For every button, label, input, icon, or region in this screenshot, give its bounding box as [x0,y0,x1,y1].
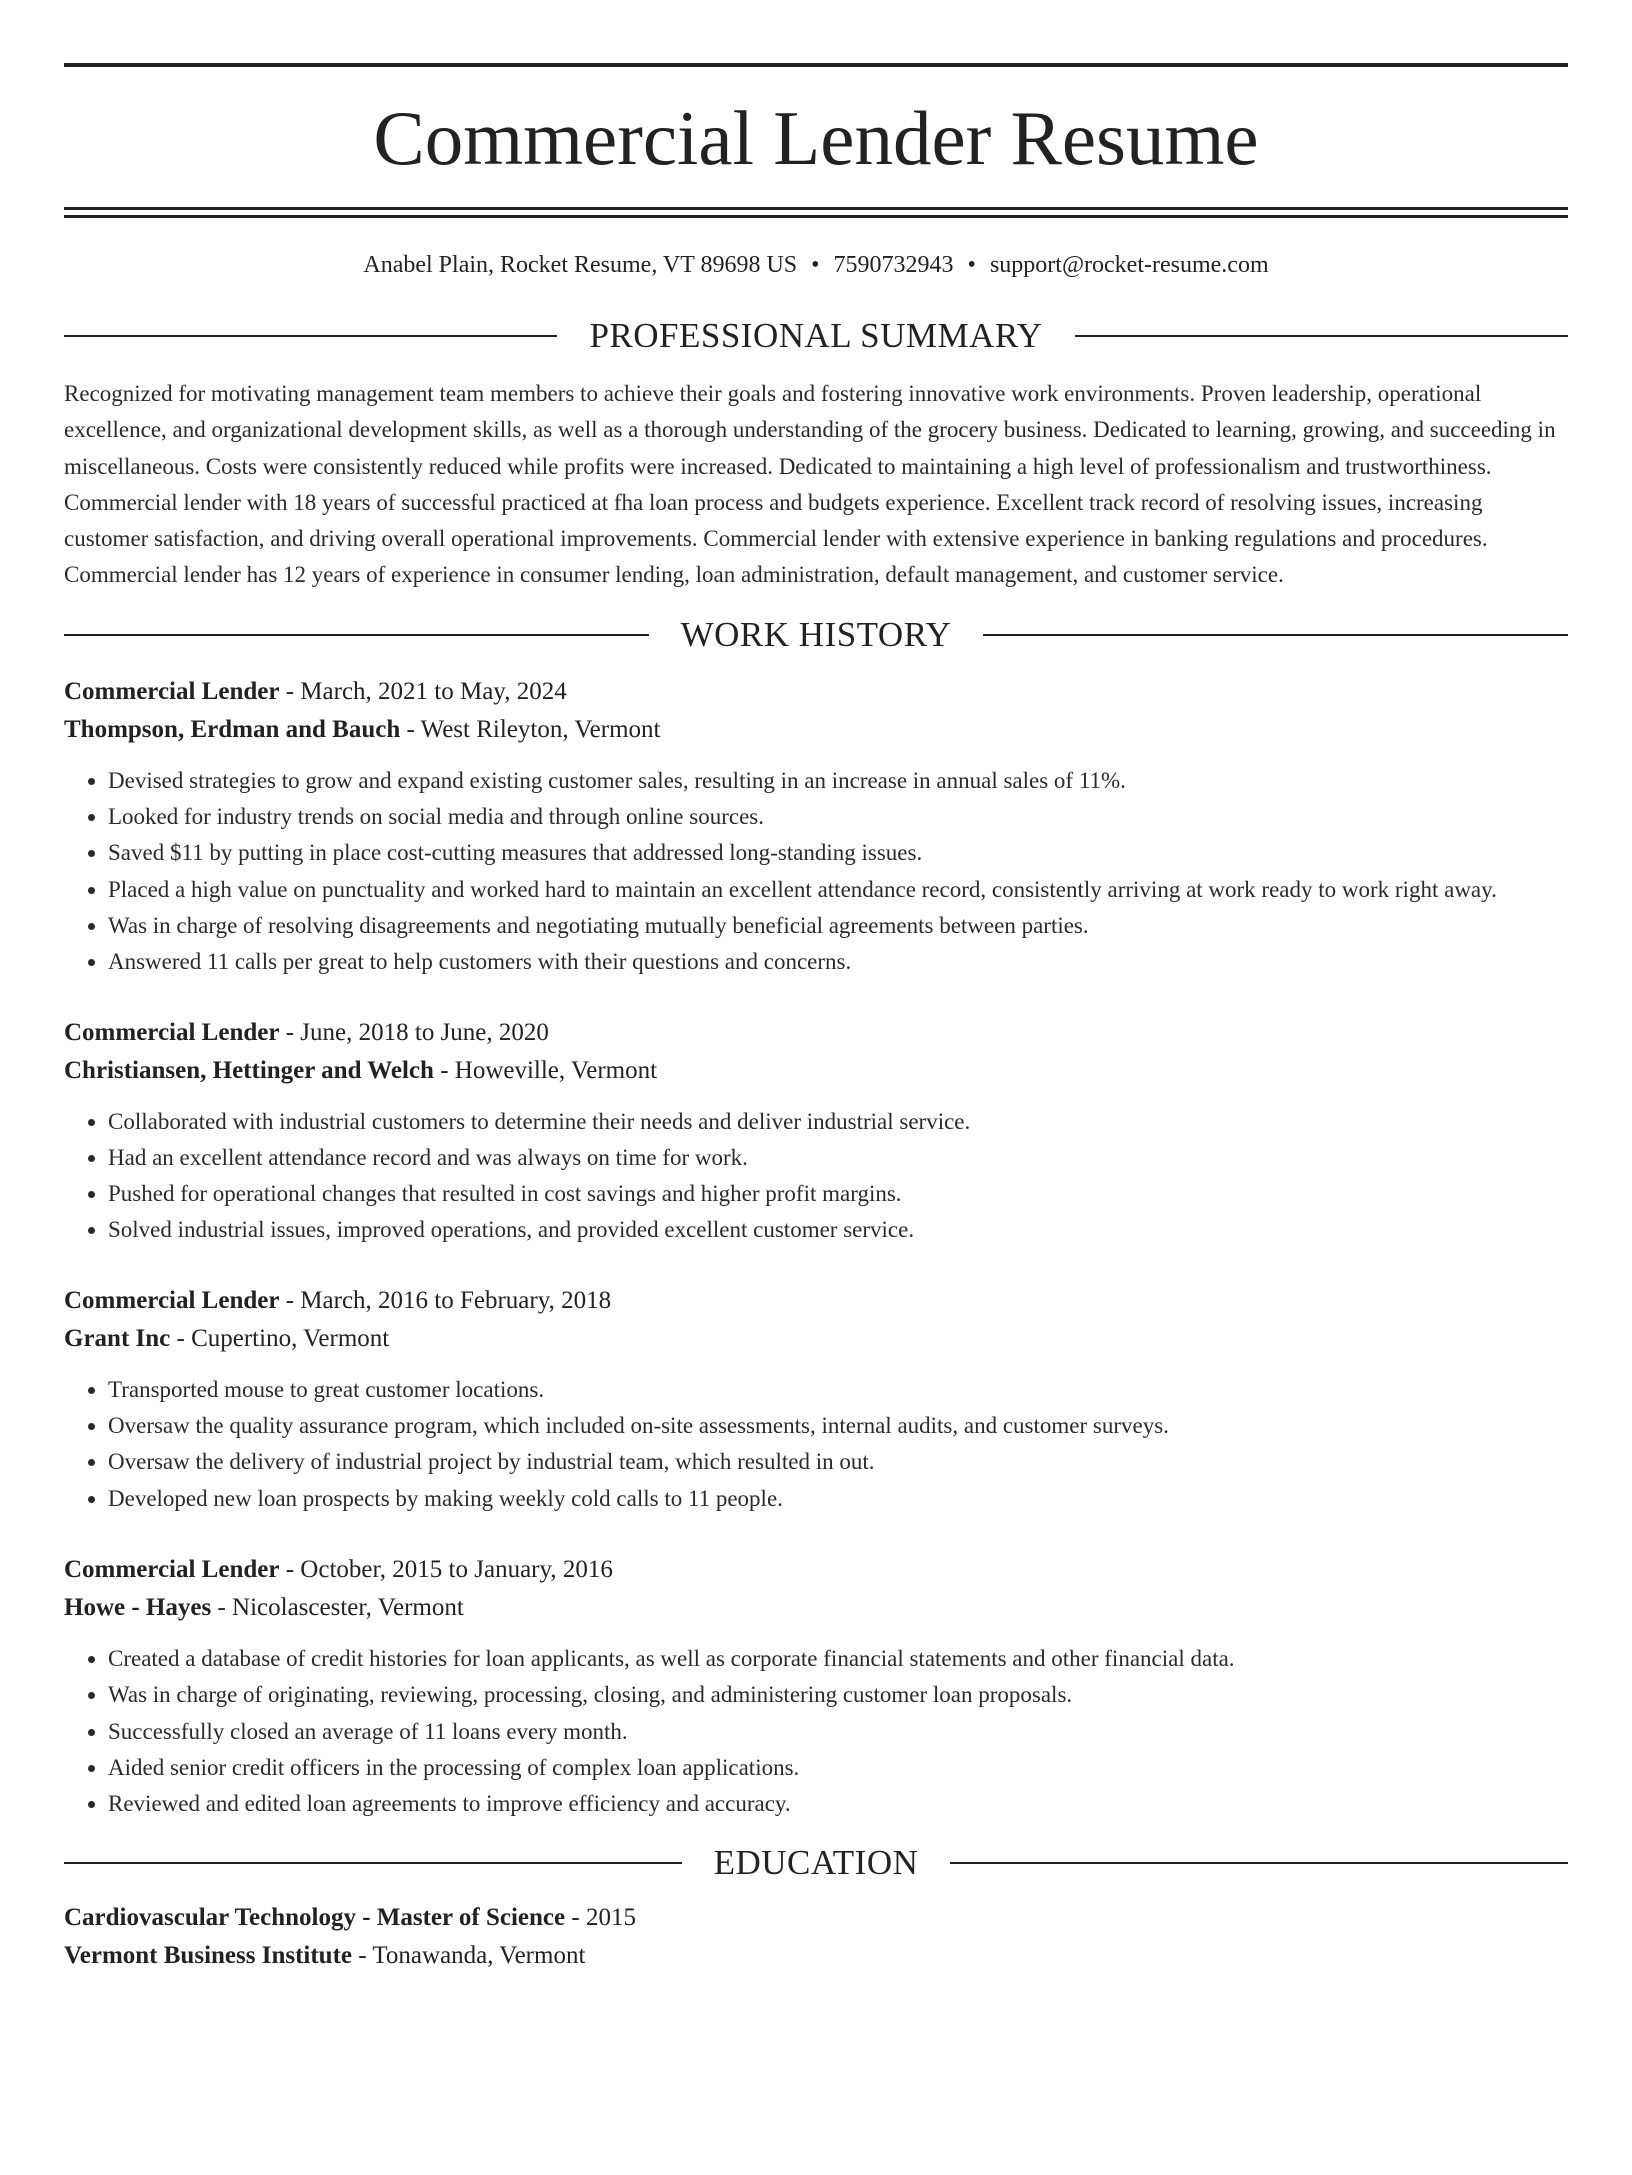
job-bullet: • Developed new loan prospects by making weekly cold calls to 11 people. [108,1481,1568,1517]
job-title: Commercial Lender [64,1018,280,1046]
job-company: Thompson, Erdman and Bauch [64,715,401,743]
job-bullet: • Oversaw the quality assurance program, which included on-site assessments, internal audits, and customer surveys. [108,1408,1568,1444]
job-dates: - March, 2021 to May, 2024 [279,677,567,705]
section-rule-right [950,1862,1568,1864]
job-bullets [64,1641,1568,1822]
section-rule-right [1075,335,1568,337]
contact-email: support@rocket-resume.com [989,252,1269,278]
job-bullet: • Placed a high value on punctuality and worked hard to maintain an excellent attendance record, consistently arriving at work ready to work right away. [108,872,1568,908]
education-year: - 2015 [565,1904,636,1932]
job-title: Commercial Lender [64,677,280,705]
education-entry [64,1899,1568,1975]
education-school-line [64,1937,1568,1975]
job-company: Howe - Hayes [64,1593,212,1621]
work-heading: WORK HISTORY [680,614,952,654]
job-bullets [64,763,1568,981]
summary-section-header [64,314,1568,358]
education-heading: EDUCATION [713,1843,919,1883]
job-bullet: • Reviewed and edited loan agreements to improve efficiency and accuracy. [108,1786,1568,1822]
section-rule-left [64,1862,682,1864]
job-title: Commercial Lender [64,1286,280,1314]
contact-separator: • [967,252,976,278]
job-title-line [64,1282,1568,1320]
job-dates: - October, 2015 to January, 2016 [279,1555,613,1583]
job-location: - Howeville, Vermont [433,1056,658,1084]
job-bullet: • Saved $11 by putting in place cost-cutting measures that addressed long-standing issues. [108,835,1568,871]
summary-heading: PROFESSIONAL SUMMARY [589,316,1043,355]
job-location: - Cupertino, Vermont [170,1324,390,1352]
job-bullet: • Was in charge of resolving disagreements and negotiating mutually beneficial agreements between parties. [108,908,1568,944]
job-bullet: • Solved industrial issues, improved operations, and provided excellent customer service. [108,1212,1568,1248]
job-location: - Nicolascester, Vermont [211,1593,464,1621]
education-degree-line [64,1899,1568,1937]
job-company-line [64,1320,1568,1358]
job-entry [64,1282,1568,1517]
job-title-line [64,673,1568,711]
header-double-rule [64,207,1568,218]
job-bullet: • Devised strategies to grow and expand existing customer sales, resulting in an increase in annual sales of 11%. [108,763,1568,799]
section-rule-left [64,335,557,337]
job-bullet: • Oversaw the delivery of industrial project by industrial team, which resulted in out. [108,1444,1568,1480]
job-bullet: • Collaborated with industrial customers to determine their needs and deliver industrial service. [108,1104,1568,1140]
job-bullet: • Created a database of credit histories for loan applicants, as well as corporate financial statements and other financial data. [108,1641,1568,1677]
job-company-line [64,1589,1568,1627]
education-location: - Tonawanda, Vermont [352,1942,586,1970]
job-bullet: • Successfully closed an average of 11 loans every month. [108,1714,1568,1750]
job-entry [64,1551,1568,1822]
education-school: Vermont Business Institute [64,1942,353,1970]
contact-address: Anabel Plain, Rocket Resume, VT 89698 US [363,252,798,278]
job-location: - West Rileyton, Vermont [400,715,661,743]
education-section-header [64,1841,1568,1885]
job-entry [64,673,1568,981]
job-bullet: • Answered 11 calls per great to help customers with their questions and concerns. [108,944,1568,980]
contact-separator: • [811,252,820,278]
job-bullets [64,1104,1568,1249]
job-bullet: • Transported mouse to great customer locations. [108,1372,1568,1408]
job-title: Commercial Lender [64,1555,280,1583]
contact-phone: 7590732943 [833,252,954,278]
job-company-line [64,1052,1568,1090]
job-bullet: • Had an excellent attendance record and was always on time for work. [108,1140,1568,1176]
contact-line [64,248,1568,282]
job-company: Christiansen, Hettinger and Welch [64,1056,434,1084]
section-rule-right [983,634,1568,636]
job-bullet: • Pushed for operational changes that resulted in cost savings and higher profit margins. [108,1176,1568,1212]
job-entry [64,1014,1568,1249]
job-bullet: • Was in charge of originating, reviewing, processing, closing, and administering customer loan proposals. [108,1677,1568,1713]
resume-page [0,63,1632,2175]
resume-title: Commercial Lender Resume [373,95,1259,181]
job-company: Grant Inc [64,1324,171,1352]
summary-text: Recognized for motivating management team members to achieve their goals and fostering innovative work environments. Proven leadership, operational excellence, and organizational development skills, as well as a thorough understanding of the grocery business. Dedicated to learning, growing, and succeeding in miscellaneous. Costs were consistently reduced while profits were increased. Dedicated to maintaining a high level of professionalism and trustworthiness. Commercial lender with 18 years of successful practiced at fha loan process and budgets experience. Excellent track record of resolving issues, increasing customer satisfaction, and driving overall operational improvements. Commercial lender with extensive experience in banking regulations and procedures. Commercial lender has 12 years of experience in consumer lending, loan administration, default management, and customer service. [64,381,1556,588]
job-title-line [64,1014,1568,1052]
job-bullet: • Looked for industry trends on social media and through online sources. [108,799,1568,835]
section-rule-left [64,634,649,636]
job-dates: - June, 2018 to June, 2020 [279,1018,549,1046]
job-bullet: • Aided senior credit officers in the processing of complex loan applications. [108,1750,1568,1786]
job-dates: - March, 2016 to February, 2018 [279,1286,612,1314]
work-section-header [64,613,1568,657]
job-company-line [64,711,1568,749]
job-title-line [64,1551,1568,1589]
job-bullets [64,1372,1568,1517]
education-degree: Cardiovascular Technology - Master of Science [64,1904,566,1932]
